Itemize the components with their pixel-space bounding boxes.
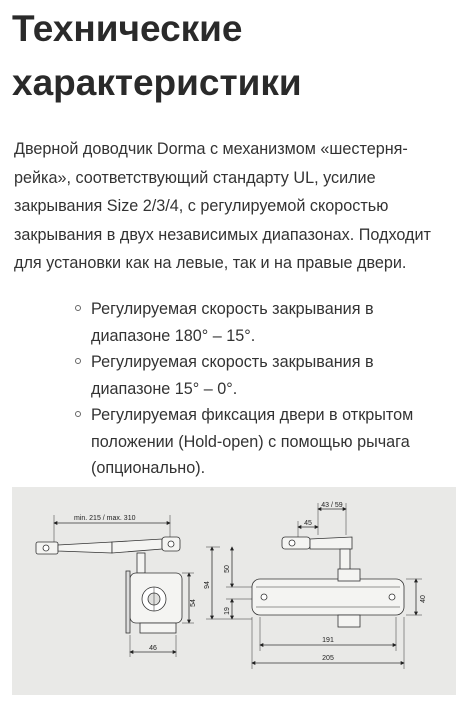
dim-19: 19 — [224, 607, 231, 615]
feature-item — [72, 349, 462, 402]
product-description — [14, 135, 456, 278]
door-closer-drawing — [12, 487, 456, 695]
dim-205: 205 — [322, 655, 334, 662]
dim-45: 45 — [304, 520, 312, 527]
feature-item — [72, 402, 462, 482]
dim-43-59: 43 / 59 — [321, 502, 343, 509]
closer-body-front — [252, 579, 404, 615]
description-line: для установки как на левые, так и на правые двери. — [14, 254, 407, 272]
page-title — [12, 2, 462, 110]
feature-line: диапазоне 15° – 0°. — [91, 379, 238, 398]
dim-40: 40 — [420, 595, 427, 603]
circle-bullet-icon — [75, 411, 81, 417]
description-line: Дверной доводчик Dorma с механизмом «шестерня- — [14, 140, 408, 158]
dim-191: 191 — [322, 637, 334, 644]
feature-list — [72, 296, 462, 482]
dim-arm-length: min. 215 / max. 310 — [74, 515, 136, 522]
feature-line: положении (Hold-open) с помощью рычага — [91, 432, 410, 451]
feature-line: Регулируемая фиксация двери в открытом — [91, 406, 414, 424]
description-line: закрывания Size 2/3/4, с регулируемой скоростью — [14, 197, 389, 215]
dim-94: 94 — [204, 581, 211, 589]
feature-line: (опционально). — [91, 459, 206, 477]
circle-bullet-icon — [75, 305, 81, 311]
page-title-line-2: характеристики — [12, 62, 302, 103]
page-title-line-1: Технические — [12, 8, 243, 49]
feature-line: диапазоне 180° – 15°. — [91, 326, 256, 345]
dim-54: 54 — [190, 599, 197, 607]
dim-46: 46 — [149, 645, 157, 652]
feature-item — [72, 296, 462, 349]
dim-50: 50 — [224, 565, 231, 573]
circle-bullet-icon — [75, 358, 81, 364]
description-line: закрывания в двух независимых диапазонах. Подходит — [14, 225, 431, 244]
description-line: рейка», соответствующий стандарту UL, усилие — [14, 168, 376, 187]
feature-line: Регулируемая скорость закрывания в — [91, 353, 374, 371]
technical-drawing — [12, 487, 456, 695]
feature-line: Регулируемая скорость закрывания в — [91, 300, 374, 318]
